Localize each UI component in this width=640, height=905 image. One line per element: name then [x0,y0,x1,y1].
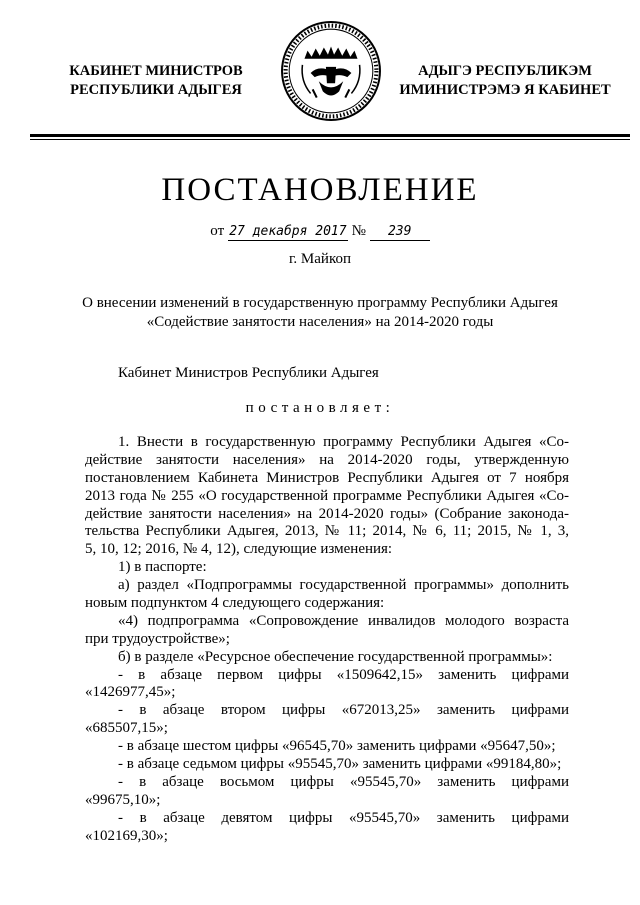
body-line: - в абзаце первом цифры «1509642,15» заменить цифрами [118,666,569,683]
document-title: ПОСТАНОВЛЕНИЕ [161,172,479,208]
document-body [85,434,569,845]
issuer-line-2: РЕСПУБЛИКИ АДЫГЕЯ [70,82,242,98]
document-date: 27 декабря 2017 [229,224,347,239]
body-line: а) раздел «Подпрограммы государственной программы» дополнить [118,577,569,594]
document-number: 239 [370,224,430,241]
body-line: «99675,10»; [85,791,161,808]
subject-line-1: О внесении изменений в государственную программу Республики Адыгея [82,295,558,311]
body-line: «4) подпрограмма «Сопровождение инвалидов молодого возраста [118,612,569,629]
number-label: № [351,223,366,239]
issuer-adyghe-line-2: ИМИНИСТРЭМЭ Я КАБИНЕТ [399,82,611,98]
body-line: при трудоустройстве»; [85,630,230,647]
body-line: 2013 года № 255 «О государственной программе Республики Адыгея «Со- [85,487,569,504]
issuer-name-adyghe [390,62,620,100]
document-subject [0,294,640,332]
body-line: постановлением Кабинета Министров Республики Адыгея от 7 ноября [85,469,569,486]
body-line: новым подпунктом 4 следующего содержания: [85,595,385,612]
body-line: 5, 10, 12; 2016, № 4, 12), следующие изменения: [85,541,393,558]
issuer-line-1: КАБИНЕТ МИНИСТРОВ [69,63,243,79]
resolves-word: постановляет: [245,400,395,416]
subject-line-2: «Содействие занятости населения» на 2014-2020 годы [146,314,494,330]
header-rule-thick [30,134,630,137]
city: г. Майкоп [288,251,352,267]
body-line: - в абзаце шестом цифры «96545,70» заменить цифрами «95647,50»; [118,738,556,755]
issuer-adyghe-line-1: АДЫГЭ РЕСПУБЛИКЭМ [418,63,592,79]
body-line: - в абзаце втором цифры «672013,25» заменить цифрами [118,702,569,719]
body-line: - в абзаце седьмом цифры «95545,70» заменить цифрами «99184,80»; [118,756,562,773]
body-line: действие занятости населения» на 2014-2020 годы, утвержденную [85,451,569,468]
body-line: 1. Внести в государственную программу Республики Адыгея «Со- [118,434,569,450]
body-line: б) в разделе «Ресурсное обеспечение государственной программы»: [118,648,553,665]
body-line: - в абзаце девятом цифры «95545,70» заменить цифрами [118,809,569,826]
issuer-statement: Кабинет Министров Республики Адыгея [118,365,379,381]
body-line: «102169,30»; [85,827,168,844]
coat-of-arms-emblem [280,20,382,122]
body-line: - в абзаце восьмом цифры «95545,70» заменить цифрами [118,773,569,790]
document-date-number [0,221,640,241]
body-line: тельства Республики Адыгея, 2013, № 11; 2014, № 6, 11; 2015, № 1, 3, [85,523,569,540]
body-line: «685507,15»; [85,720,168,737]
body-line: «1426977,45»; [85,684,176,701]
body-line: 1) в паспорте: [118,559,207,576]
issuer-name-russian [56,62,256,100]
header-rule-thin [30,139,630,140]
from-label: от [210,223,225,239]
body-line: действие занятости населения» на 2014-2020 годы» (Собрание законода- [85,505,569,522]
